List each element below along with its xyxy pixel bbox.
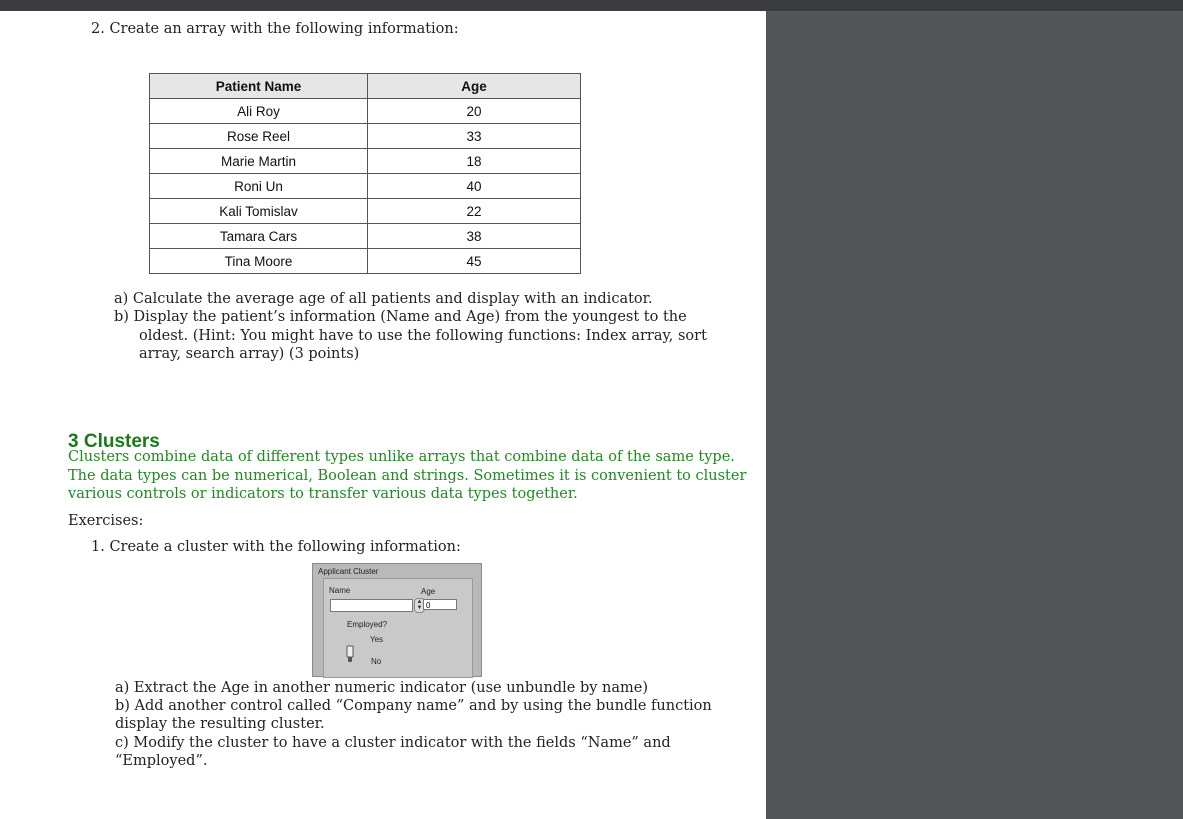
name-input[interactable]	[330, 599, 413, 612]
viewer-top-bar	[0, 0, 1183, 11]
exercises-label: Exercises:	[68, 513, 144, 529]
table-header-row	[150, 74, 581, 99]
section-text-line3: various controls or indicators to transfer various data types together.	[68, 486, 578, 502]
table-row	[150, 199, 581, 224]
table-row	[150, 224, 581, 249]
question-1c-line2: “Employed”.	[115, 753, 208, 769]
table-row	[150, 149, 581, 174]
question-2b-line1: b) Display the patient’s information (Name and Age) from the youngest to the	[114, 309, 687, 325]
question-2a: a) Calculate the average age of all patients and display with an indicator.	[114, 291, 653, 307]
section-text-line2: The data types can be numerical, Boolean and strings. Sometimes it is convenient to cluster	[68, 468, 747, 484]
name-label: Name	[329, 586, 351, 595]
question-2: 2. Create an array with the following information:	[91, 21, 459, 37]
question-1b-line2: display the resulting cluster.	[115, 716, 325, 732]
document-page	[0, 11, 766, 819]
cell-age: 33	[368, 124, 581, 149]
header-age: Age	[368, 74, 581, 99]
table-row	[150, 249, 581, 274]
question-1c-line1: c) Modify the cluster to have a cluster indicator with the fields “Name” and	[115, 735, 671, 751]
age-spinner-icon[interactable]: ▲ ▼	[414, 598, 425, 613]
section-text-line1: Clusters combine data of different types unlike arrays that combine data of the same type.	[68, 449, 735, 465]
cell-age: 40	[368, 174, 581, 199]
switch-no-label: No	[371, 657, 382, 666]
table-row	[150, 99, 581, 124]
age-numeric-control[interactable]: 0	[423, 599, 457, 610]
header-patient-name: Patient Name	[150, 74, 368, 99]
cell-name: Ali Roy	[150, 99, 368, 124]
cell-name: Tina Moore	[150, 249, 368, 274]
cell-name: Tamara Cars	[150, 224, 368, 249]
question-2b-line2: oldest. (Hint: You might have to use the following functions: Index array, sort	[139, 328, 707, 344]
switch-yes-label: Yes	[370, 635, 384, 644]
question-1: 1. Create a cluster with the following information:	[91, 539, 461, 555]
cell-age: 18	[368, 149, 581, 174]
cell-name: Kali Tomislav	[150, 199, 368, 224]
question-2b-line3: array, search array) (3 points)	[139, 346, 360, 362]
table-row	[150, 174, 581, 199]
cell-name: Rose Reel	[150, 124, 368, 149]
age-label: Age	[421, 587, 436, 596]
employed-label: Employed?	[347, 620, 388, 629]
question-1a: a) Extract the Age in another numeric indicator (use unbundle by name)	[115, 680, 649, 696]
applicant-cluster-panel	[312, 563, 482, 677]
table-row	[150, 124, 581, 149]
question-1b-line1: b) Add another control called “Company name” and by using the bundle function	[115, 698, 712, 714]
cell-age: 22	[368, 199, 581, 224]
cell-age: 20	[368, 99, 581, 124]
patient-table	[149, 73, 581, 274]
section-title-clusters: 3 Clusters	[68, 431, 160, 452]
cell-name: Marie Martin	[150, 149, 368, 174]
cell-name: Roni Un	[150, 174, 368, 199]
toggle-switch-icon[interactable]	[346, 645, 354, 663]
cell-age: 38	[368, 224, 581, 249]
cluster-title: Applicant Cluster	[318, 567, 379, 576]
cell-age: 45	[368, 249, 581, 274]
